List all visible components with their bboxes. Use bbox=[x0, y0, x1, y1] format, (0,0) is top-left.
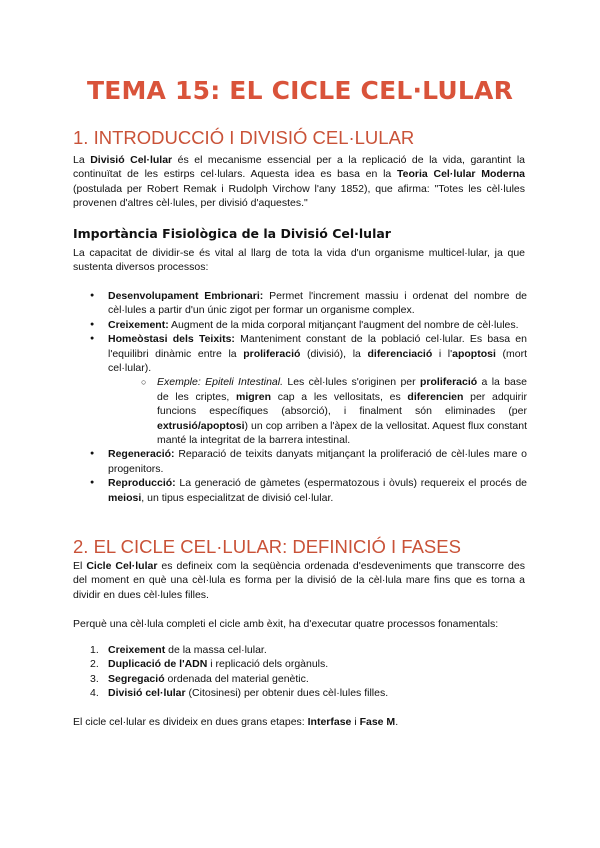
list-item: ● Desenvolupament Embrionari: Permet l'increment massiu i ordenat del nombre de cèl·lules a partir d'un únic zigot per formar un organisme complex. bbox=[90, 289, 527, 318]
list-item: 2. Duplicació de l'ADN i replicació dels orgànuls. bbox=[90, 658, 329, 671]
processes-intro: Perquè una cèl·lula completi el cicle amb èxit, ha d'executar quatre processos fonamentals: bbox=[73, 618, 499, 630]
example-sublist bbox=[108, 375, 527, 447]
list-item: ● Regeneració: Reparació de teixits danyats mitjançant la proliferació de cèl·lules mare o progenitors. bbox=[90, 447, 527, 476]
list-item: ● Homeòstasi dels Teixits: Manteniment constant de la població cel·lular. Es basa en l'equilibri dinàmic entre la proliferació (divisió), la diferenciació i l'apoptosi (mort cel·lular). ○ Exemple: Epiteli Intestinal. Les cèl·lules s'originen per proliferació a la base de les criptes, migren cap a les vellositats, es diferencien per adquirir funcions específiques (absorció), i finalment són eliminades (per extrusió/apoptosi) un cop arriben a l'àpex de la vellositat. Aquest flux constant manté la integritat de la barrera intestinal. bbox=[90, 332, 527, 447]
example-item: ○ Exemple: Epiteli Intestinal. Les cèl·lules s'originen per proliferació a la base de les criptes, migren cap a les vellositats, es diferencien per adquirir funcions específiques (absorció), i finalment són eliminades (per extrusió/apoptosi) un cop arriben a l'àpex de la vellositat. Aquest flux constant manté la integritat de la barrera intestinal. bbox=[141, 375, 527, 447]
list-item: 3. Segregació ordenada del material genètic. bbox=[90, 672, 309, 685]
section-1-heading: 1. INTRODUCCIÓ I DIVISIÓ CEL·LULAR bbox=[73, 127, 415, 148]
capacity-paragraph: La capacitat de dividir-se és vital al llarg de tota la vida d'un organisme multicel·lular, ja que sustenta diversos processos: bbox=[73, 247, 525, 274]
list-item: ● Reproducció: La generació de gàmetes (espermatozous i òvuls) requereix el procés de meiosi, un tipus especialitzat de divisió cel·lular. bbox=[90, 476, 527, 505]
stages-paragraph: El cicle cel·lular es divideix en dues grans etapes: Interfase i Fase M. bbox=[73, 716, 399, 728]
document-title: TEMA 15: EL CICLE CEL·LULAR bbox=[86, 76, 514, 105]
process-list bbox=[90, 289, 527, 505]
list-item: ● Creixement: Augment de la mida corporal mitjançant l'augment del nombre de cèl·lules. bbox=[90, 318, 527, 332]
section-2-heading: 2. EL CICLE CEL·LULAR: DEFINICIÓ I FASES bbox=[73, 536, 461, 557]
physiological-importance-heading: Importància Fisiològica de la Divisió Cel·lular bbox=[73, 226, 391, 241]
processes-list bbox=[90, 643, 527, 701]
intro-paragraph: La Divisió Cel·lular és el mecanisme essencial per a la replicació de la vida, garantint la continuïtat de les estirps cel·lulars. Aquesta idea es basa en la Teoria Cel·lular Moderna (postulada per Robert Remak i Rudolph Virchow l'any 1852), que afirma: "Totes les cèl·lules provenen d'altres cèl·lules, per divisió d'aquestes." bbox=[73, 154, 525, 210]
cell-cycle-definition: El Cicle Cel·lular es defineix com la seqüència ordenada d'esdeveniments que transcorre des del moment en què una cèl·lula es forma per la divisió de la cèl·lula mare fins que es torna a dividir en dues cèl·lules filles. bbox=[73, 560, 525, 601]
list-item: 4. Divisió cel·lular (Citosinesi) per obtenir dues cèl·lules filles. bbox=[90, 687, 389, 700]
list-item: 1. Creixement de la massa cel·lular. bbox=[90, 644, 267, 656]
